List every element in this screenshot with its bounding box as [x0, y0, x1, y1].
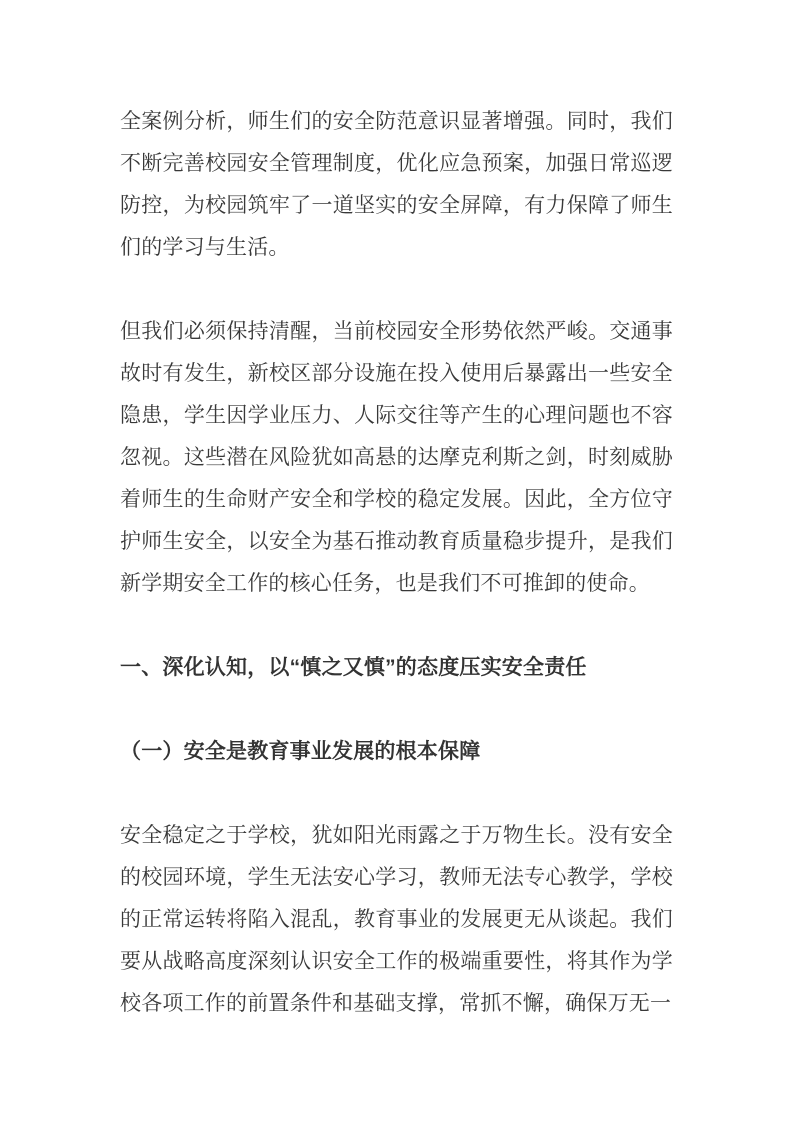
body-paragraph-3: 安全稳定之于学校，犹如阳光雨露之于万物生长。没有安全的校园环境，学生无法安心学习，教师无法专心教学，学校的正常运转将陷入混乱，教育事业的发展更无从谈起。我们要从战略高度深刻认识安全工作的极端重要性，将其作为学校各项工作的前置条件和基础支撑，常抓不懈，确保万无一	[120, 824, 673, 1015]
body-paragraph-2: 但我们必须保持清醒，当前校园安全形势依然严峻。交通事故时有发生，新校区部分设施在投入使用后暴露出一些安全隐患，学生因学业压力、人际交往等产生的心理问题也不容忽视。这些潜在风险犹如高悬的达摩克利斯之剑，时刻威胁着师生的生命财产安全和学校的稳定发展。因此，全方位守护师生安全，以安全为基石推动教育质量稳步提升，是我们新学期安全工作的核心任务，也是我们不可推卸的使命。	[120, 320, 673, 595]
section-heading: 一、深化认知，以“慎之又慎”的态度压实安全责任	[120, 656, 587, 679]
subsection-heading: （一）安全是教育事业发展的根本保障	[120, 740, 481, 763]
body-paragraph-1: 全案例分析，师生们的安全防范意识显著增强。同时，我们不断完善校园安全管理制度，优化应急预案，加强日常巡逻防控，为校园筑牢了一道坚实的安全屏障，有力保障了师生们的学习与生活。	[120, 110, 673, 259]
